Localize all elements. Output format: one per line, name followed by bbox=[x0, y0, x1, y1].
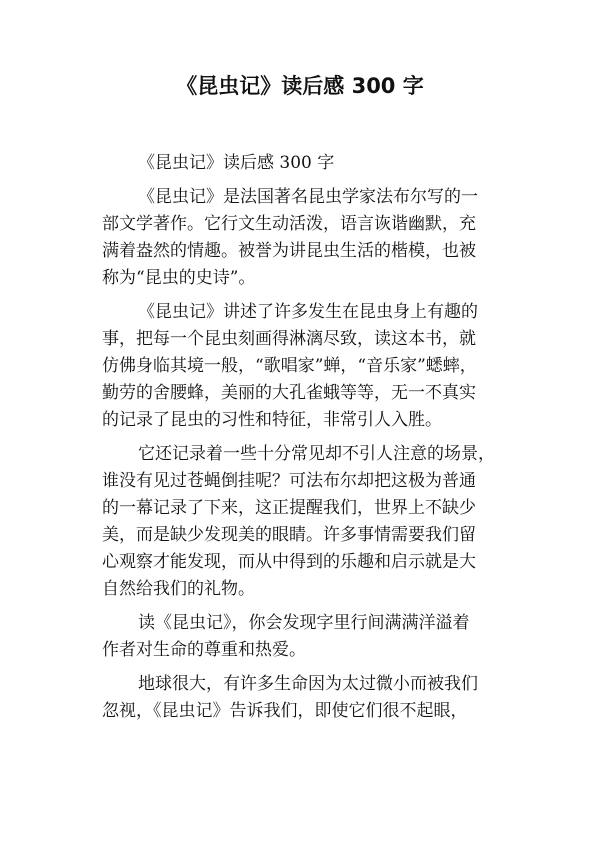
paragraph-4 bbox=[102, 441, 522, 603]
paragraph-5 bbox=[102, 610, 522, 664]
paragraph-line: 忽视，《昆虫记》告诉我们，即使它们很不起眼， bbox=[102, 701, 468, 721]
paragraph-line: 心观察才能发现，而从中得到的乐趣和启示就是大 bbox=[102, 552, 476, 572]
paragraph-line: 勤劳的舍腰蜂，美丽的大孔雀蛾等等，无一不真实 bbox=[102, 383, 476, 403]
paragraph-line: 作者对生命的尊重和热爱。 bbox=[102, 640, 306, 660]
paragraph-line: 部文学著作。它行文生动活泼，语言诙谐幽默，充 bbox=[102, 214, 476, 234]
paragraph-line: 《昆虫记》是法国著名昆虫学家法布尔写的一 bbox=[138, 187, 478, 207]
paragraph-3 bbox=[102, 299, 522, 434]
paragraph-line: 事，把每一个昆虫刻画得淋漓尽致，读这本书，就 bbox=[102, 329, 476, 349]
paragraph-line: 称为“昆虫的史诗”。 bbox=[102, 268, 256, 288]
document-body bbox=[102, 150, 522, 732]
paragraph-line: 自然给我们的礼物。 bbox=[102, 579, 255, 599]
paragraph-6 bbox=[102, 671, 522, 725]
paragraph-line: 仿佛身临其境一般，“歌唱家”蝉，“音乐家”蟋蟀， bbox=[102, 356, 477, 376]
paragraph-line: 谁没有见过苍蝇倒挂呢？可法布尔却把这极为普通 bbox=[102, 471, 476, 491]
paragraph-line: 《昆虫记》读后感 300 字 bbox=[138, 153, 335, 173]
paragraph-line: 读《昆虫记》，你会发现字里行间满满洋溢着 bbox=[138, 613, 470, 633]
paragraph-line: 的记录了昆虫的习性和特征，非常引人入胜。 bbox=[102, 410, 442, 430]
paragraph-line: 满着盎然的情趣。被誉为讲昆虫生活的楷模，也被 bbox=[102, 241, 476, 261]
paragraph-line: 《昆虫记》讲述了许多发生在昆虫身上有趣的 bbox=[138, 302, 478, 322]
paragraph-line: 美，而是缺少发现美的眼睛。许多事情需要我们留 bbox=[102, 525, 476, 545]
paragraph-line: 的一幕记录了下来，这正提醒我们，世界上不缺少 bbox=[102, 498, 476, 518]
paragraph-1 bbox=[102, 150, 522, 177]
paragraph-line: 它还记录着一些十分常见却不引人注意的场景， bbox=[138, 444, 495, 464]
paragraph-line: 地球很大，有许多生命因为太过微小而被我们 bbox=[138, 674, 478, 694]
paragraph-2 bbox=[102, 184, 522, 292]
document-title: 《昆虫记》读后感 300 字 bbox=[176, 74, 424, 98]
